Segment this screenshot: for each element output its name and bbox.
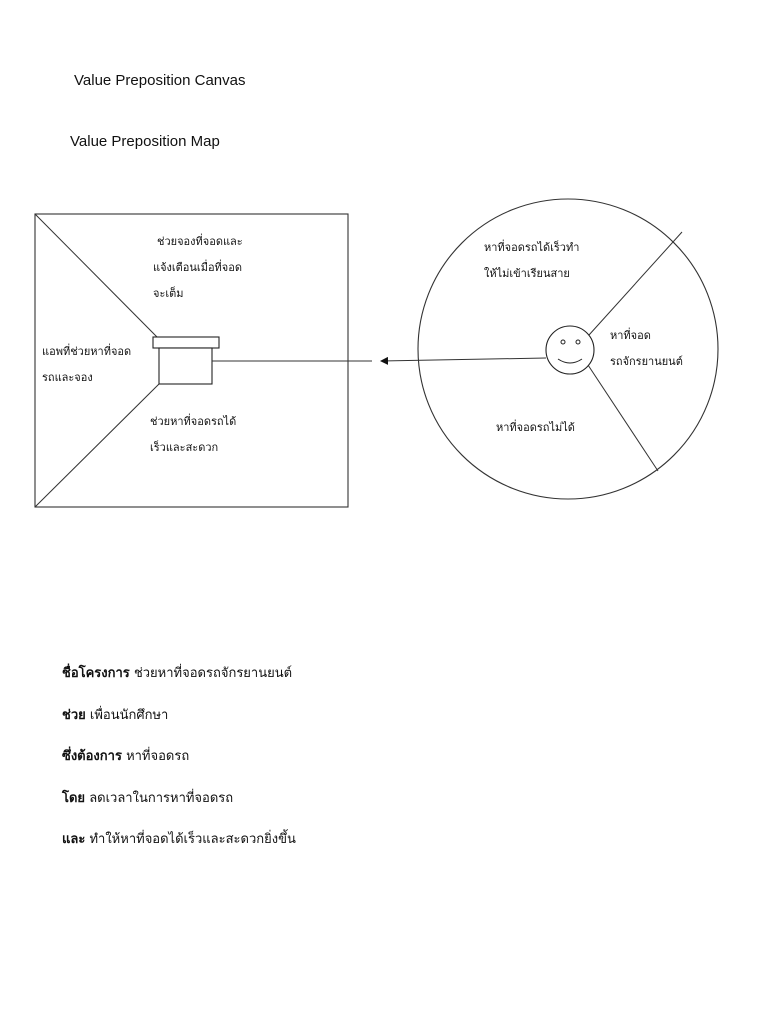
summary-help-label: ช่วย — [62, 707, 86, 723]
summary-project-label: ชื่อโครงการ — [62, 666, 130, 681]
summary-by-label: โดย — [62, 790, 86, 806]
summary-project-value: ช่วยหาที่จอดรถจักรยานยนต์ — [133, 666, 293, 681]
customer-profile-right-line: หาที่จอด — [610, 329, 651, 342]
document-title: Value Preposition Canvas — [74, 72, 246, 89]
value-map-top-line: แจ้งเตือนเมื่อที่จอด — [153, 261, 242, 274]
summary-and-value: ทำให้หาที่จอดได้เร็วและสะดวกยิ่งขึ้น — [89, 832, 296, 847]
value-map-lower-divider — [35, 383, 160, 507]
value-map-top-text — [153, 233, 246, 300]
summary-and-label: และ — [62, 832, 86, 847]
summary-and — [62, 832, 742, 848]
value-map-top-line: ช่วยจองที่จอดและ — [157, 235, 243, 248]
customer-profile-top-text — [484, 239, 583, 280]
gift-box-icon — [153, 337, 219, 384]
smiley-icon — [546, 326, 594, 374]
value-map-top-line: จะเต็ม — [153, 287, 184, 300]
gift-box-body — [159, 348, 212, 384]
value-map-bottom-line: ช่วยหาที่จอดรถได้ — [150, 415, 237, 428]
customer-link-line — [381, 358, 546, 361]
customer-profile-lower-divider — [588, 365, 658, 471]
customer-profile-right-text — [610, 327, 683, 368]
project-summary — [62, 666, 742, 874]
summary-project-name — [62, 666, 742, 682]
value-map-bottom-line: เร็วและสะดวก — [150, 441, 219, 454]
value-map-left-text — [42, 343, 135, 384]
customer-profile — [418, 199, 718, 499]
value-map-upper-divider — [35, 214, 158, 338]
customer-profile-upper-divider — [589, 232, 682, 335]
map-subtitle: Value Preposition Map — [70, 133, 220, 150]
summary-by-value: ลดเวลาในการหาที่จอดรถ — [89, 790, 234, 806]
value-map-bottom-text — [150, 413, 240, 454]
customer-profile-top-line: ให้ไม่เข้าเรียนสาย — [484, 267, 570, 280]
customer-profile-bottom-line: หาที่จอดรถไม่ได้ — [496, 421, 575, 434]
summary-help-value: เพื่อนนักศึกษา — [89, 707, 169, 723]
smiley-face — [546, 326, 594, 374]
customer-profile-right-line: รถจักรยานยนต์ — [610, 355, 683, 368]
summary-want-value: หาที่จอดรถ — [126, 749, 190, 764]
gift-box-lid — [153, 337, 219, 348]
customer-profile-top-line: หาที่จอดรถได้เร็วทำ — [484, 241, 580, 254]
customer-profile-bottom-text — [496, 419, 575, 434]
value-map-left-line: รถและจอง — [42, 371, 93, 384]
summary-help — [62, 708, 742, 724]
summary-want — [62, 749, 742, 765]
summary-want-label: ซึ่งต้องการ — [62, 749, 122, 764]
value-map-left-line: แอพที่ช่วยหาที่จอด — [42, 345, 132, 358]
summary-by — [62, 791, 742, 807]
